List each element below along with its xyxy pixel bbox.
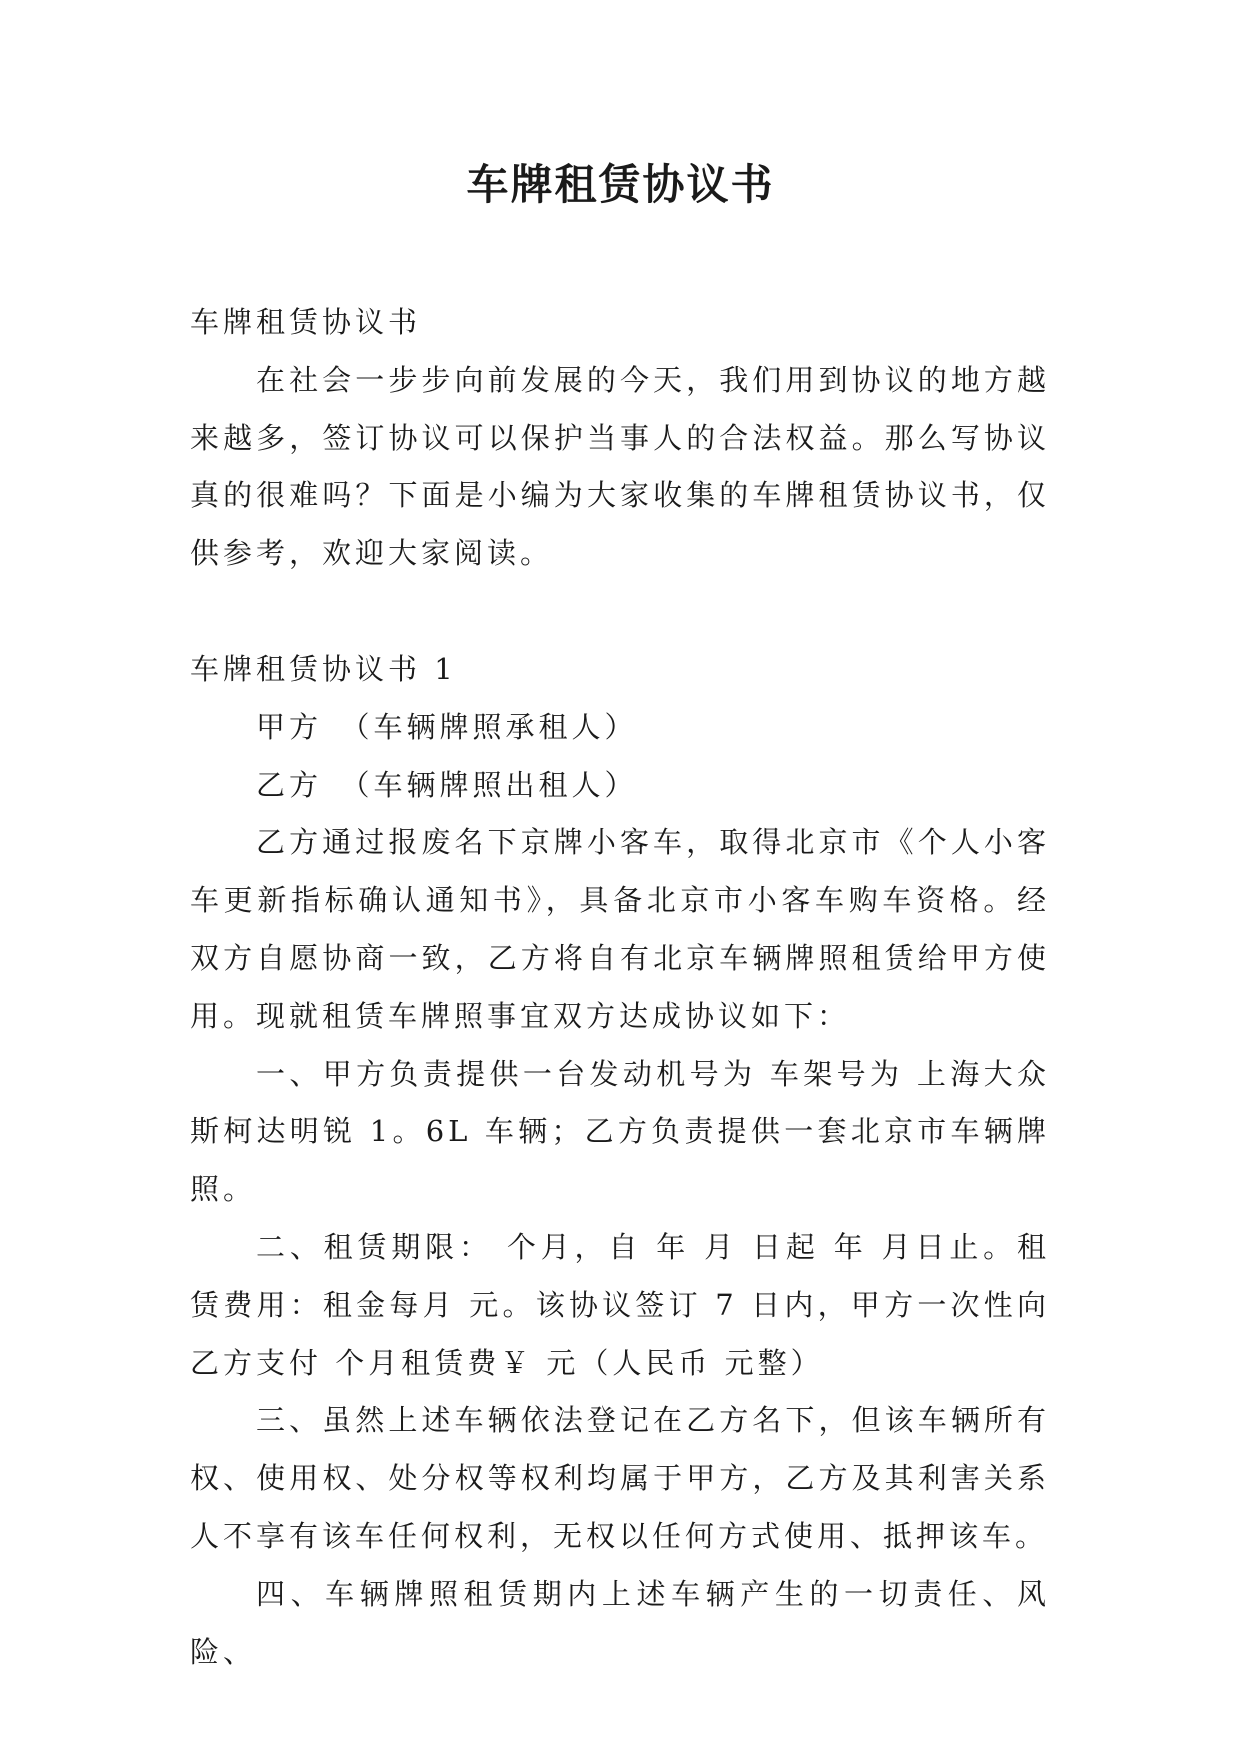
document-subtitle: 车牌租赁协议书 [190,305,422,339]
section-heading: 车牌租赁协议书 1 [190,651,457,686]
party-b-line: 乙方 （车辆牌照出租人） [256,767,638,802]
preamble-paragraph: 乙方通过报废名下京牌小客车，取得北京市《个人小客车更新指标确认通知书》，具备北京市小客车购车资格。经双方自愿协商一致，乙方将自有北京车辆牌照租赁给甲方使用。现就租赁车牌照事宜双方达成协议如下： [190,825,1050,1033]
intro-paragraph: 在社会一步步向前发展的今天，我们用到协议的地方越来越多，签订协议可以保护当事人的合法权益。那么写协议真的很难吗？下面是小编为大家收集的车牌租赁协议书，仅供参考，欢迎大家阅读。 [190,362,1050,571]
paragraph-spacer [190,583,1050,641]
party-a-line: 甲方 （车辆牌照承租人） [256,709,638,744]
clause-4: 四、车辆牌照租赁期内上述车辆产生的一切责任、风险、 [190,1576,1050,1669]
document-body [190,294,1050,1681]
clause-2: 二、租赁期限： 个月，自 年 月 日起 年 月日止。租赁费用：租金每月 元。该协议签订 7 日内，甲方一次性向乙方支付 个月租赁费￥ 元（人民币 元整） [190,1229,1050,1380]
clause-3: 三、虽然上述车辆依法登记在乙方名下，但该车辆所有权、使用权、处分权等权利均属于甲方，乙方及其利害关系人不享有该车任何权利，无权以任何方式使用、抵押该车。 [190,1403,1050,1553]
clause-1: 一、甲方负责提供一台发动机号为 车架号为 上海大众斯柯达明锐 1。6L 车辆；乙方负责提供一套北京市车辆牌照。 [190,1056,1050,1207]
document-title: 车牌租赁协议书 [466,160,775,209]
